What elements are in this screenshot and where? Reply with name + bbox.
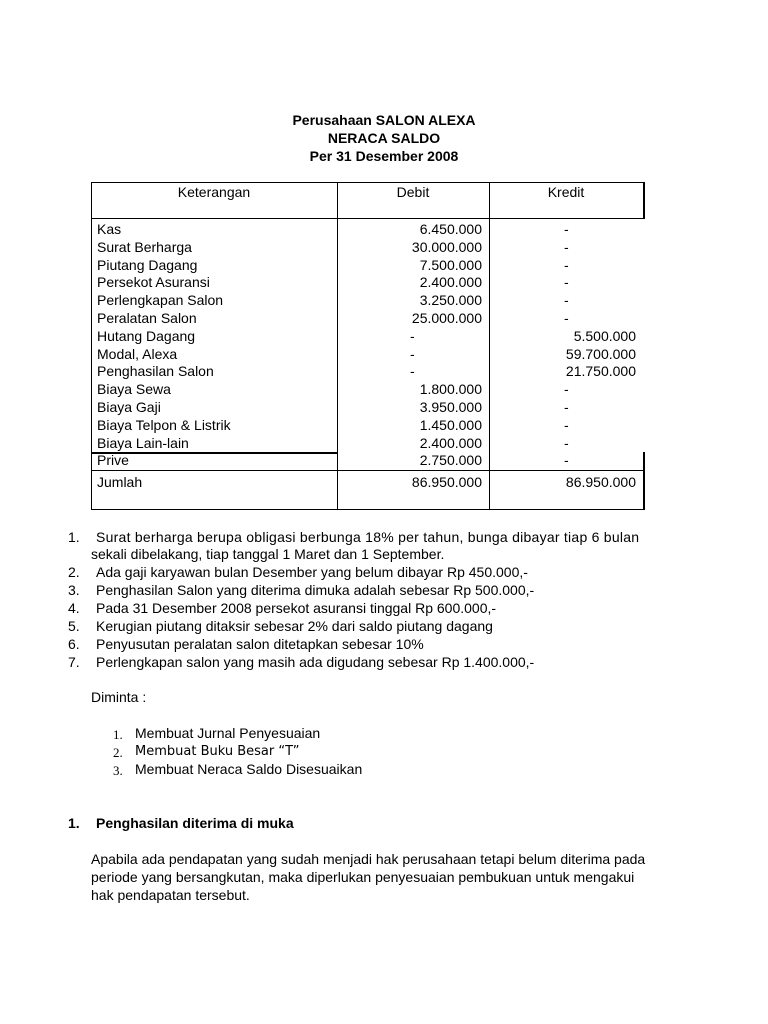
note-number: 2. (68, 564, 80, 580)
row-debit: - (410, 345, 415, 362)
row-account-name: Penghasilan Salon (97, 363, 214, 380)
task-number: 1. (113, 727, 123, 742)
note-text: Pada 31 Desember 2008 persekot asuransi tinggal Rp 600.000,- (96, 600, 497, 616)
note-text-continued: sekali dibelakang, tiap tanggal 1 Maret dan 1 September. (91, 546, 445, 562)
col-divider-1 (337, 182, 338, 510)
row-account-name: Kas (97, 221, 122, 237)
row-account-name: Prive (97, 452, 129, 469)
row-kredit: - (564, 381, 569, 398)
diminta-label: Diminta : (91, 689, 147, 705)
row-debit: 3.950.000 (419, 399, 482, 415)
row-debit: 1.800.000 (419, 381, 482, 398)
row-kredit: - (564, 399, 569, 415)
note-text: Perlengkapan salon yang masih ada digudang sebesar Rp 1.400.000,- (96, 654, 535, 670)
row-kredit: - (564, 452, 569, 469)
note-text: Surat berharga berupa obligasi berbunga 18% per tahun, bunga dibayar tiap 6 bulan (96, 529, 640, 545)
row-debit: 25.000.000 (411, 310, 482, 326)
row-account-name: Perlengkapan Salon (97, 292, 224, 309)
row-account-name: Hutang Dagang (97, 327, 196, 344)
note-text: Penghasilan Salon yang diterima dimuka adalah sebesar Rp 500.000,- (96, 582, 535, 598)
note-text: Ada gaji karyawan bulan Desember yang belum dibayar Rp 450.000,- (96, 564, 528, 580)
row-kredit: - (564, 292, 569, 309)
row-debit: 1.450.000 (419, 416, 482, 433)
row-kredit: - (564, 221, 569, 237)
row-kredit: 5.500.000 (573, 327, 636, 344)
note-number: 3. (68, 582, 80, 598)
row-debit: 3.250.000 (419, 292, 482, 309)
row-account-name: Biaya Sewa (97, 381, 171, 398)
row-debit: - (410, 363, 415, 380)
section-number: 1. (68, 815, 80, 831)
note-number: 5. (68, 618, 80, 634)
report-title: NERACA SALDO (327, 130, 441, 146)
task-text: Membuat Neraca Saldo Disesuaikan (135, 761, 363, 777)
row-kredit: - (564, 416, 569, 433)
note-number: 1. (68, 529, 80, 545)
row-debit: 2.400.000 (419, 274, 482, 291)
total-top-border (91, 470, 644, 471)
paragraph-line: Apabila ada pendapatan yang sudah menjadi hak perusahaan tetapi belum diterima pada (91, 851, 646, 867)
row-debit: - (410, 327, 415, 344)
table-top-border (91, 182, 644, 183)
note-text: Kerugian piutang ditaksir sebesar 2% dari saldo piutang dagang (96, 618, 493, 634)
row-debit: 2.750.000 (419, 452, 482, 469)
row-debit: 7.500.000 (419, 256, 482, 273)
task-text: Membuat Buku Besar “T” (135, 744, 300, 759)
row-kredit: - (564, 256, 569, 273)
row-kredit: - (564, 238, 569, 255)
col-divider-2 (489, 182, 490, 510)
table-left-border (91, 182, 92, 510)
total-kredit: 86.950.000 (565, 474, 636, 490)
col-header-debit: Debit (396, 184, 430, 200)
row-debit: 30.000.000 (411, 238, 482, 255)
table-right-border-bottom (643, 452, 645, 510)
task-number: 3. (113, 763, 123, 778)
row-account-name: Biaya Gaji (97, 399, 161, 415)
row-account-name: Surat Berharga (97, 238, 192, 255)
section-heading: Penghasilan diterima di muka (96, 815, 294, 831)
row-account-name: Peralatan Salon (97, 310, 197, 326)
table-bottom-border (91, 509, 644, 510)
row-kredit: 59.700.000 (565, 345, 636, 362)
row-kredit: - (564, 310, 569, 326)
row-kredit: 21.750.000 (565, 363, 636, 380)
row-account-name: Piutang Dagang (97, 256, 198, 273)
header-bottom-border (91, 218, 644, 219)
paragraph-line: hak pendapatan tersebut. (91, 887, 250, 903)
row-account-name: Biaya Telpon & Listrik (97, 416, 231, 433)
col-header-kredit: Kredit (547, 184, 585, 200)
col-header-keterangan: Keterangan (177, 184, 251, 200)
note-number: 6. (68, 636, 80, 652)
row-debit: 2.400.000 (419, 434, 482, 451)
row-kredit: - (564, 274, 569, 291)
task-text: Membuat Jurnal Penyesuaian (135, 725, 321, 741)
company-title: Perusahaan SALON ALEXA (292, 112, 476, 128)
total-label: Jumlah (97, 474, 143, 490)
note-text: Penyusutan peralatan salon ditetapkan sebesar 10% (96, 636, 424, 652)
task-number: 2. (113, 745, 123, 760)
paragraph-line: periode yang bersangkutan, maka diperlukan penyesuaian pembukuan untuk mengakui (91, 869, 635, 885)
row-kredit: - (564, 434, 569, 451)
note-number: 4. (68, 600, 80, 616)
row-account-name: Persekot Asuransi (97, 274, 210, 291)
row-account-name: Biaya Lain-lain (97, 434, 189, 451)
row-debit: 6.450.000 (419, 221, 482, 237)
report-date: Per 31 Desember 2008 (309, 148, 459, 164)
note-number: 7. (68, 654, 80, 670)
total-debit: 86.950.000 (411, 474, 482, 490)
row-account-name: Modal, Alexa (97, 345, 178, 362)
table-right-border-top (643, 182, 645, 219)
